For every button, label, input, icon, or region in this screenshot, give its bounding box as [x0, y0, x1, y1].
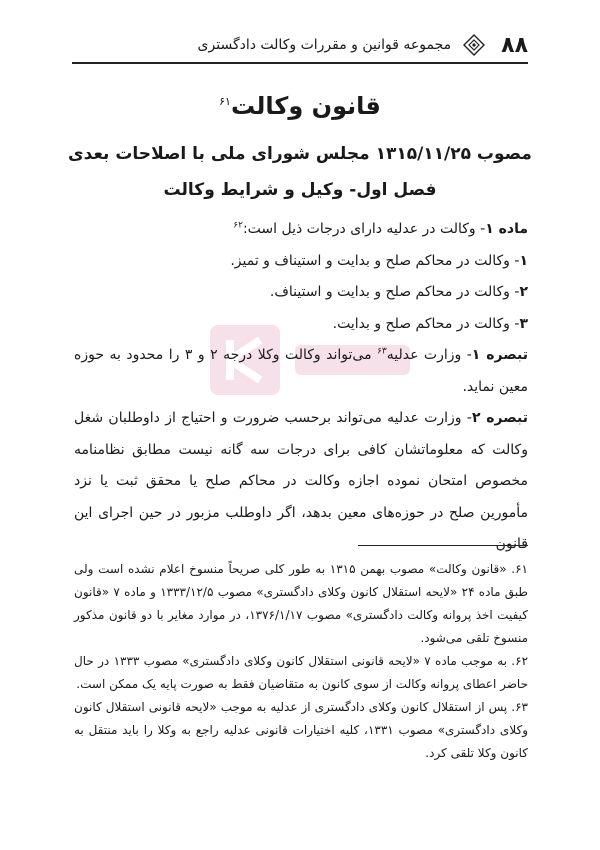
note-2 — [74, 403, 528, 561]
footnote — [74, 696, 528, 765]
footnote-ref: ۶۳ — [377, 346, 387, 357]
footnote-text: به موجب ماده ۷ «لایحه قانونی استقلال کانون وکلای دادگستری» مصوب ۱۳۳۳ در حال حاضر اعطای پروانه وکالت از سوی کانون به متقاضیان فقط به صورت پایه یک ممکن است. — [74, 654, 528, 691]
note-text: می‌تواند وکالت وکلا درجه ۲ و ۳ را محدود به حوزه معین نماید. — [74, 347, 528, 395]
page-number: ۸۸ — [501, 32, 528, 58]
running-title: مجموعه قوانین و مقررات وکالت دادگستری — [197, 37, 452, 53]
article-label: ماده ۱ — [485, 221, 528, 237]
law-subtitle: مصوب ۱۳۱۵/۱۱/۲۵ مجلس شورای ملی با اصلاحات بعدی — [68, 144, 532, 164]
list-item — [74, 246, 528, 278]
article-1 — [74, 214, 528, 246]
list-item-number: ۲ — [519, 284, 528, 300]
footnote — [74, 650, 528, 696]
list-item-number: ۱ — [519, 252, 528, 269]
footnote-number: ۶۲. — [511, 654, 529, 668]
law-title — [0, 92, 600, 120]
footnote — [74, 558, 528, 650]
footnote-ref: ۶۲ — [233, 220, 243, 231]
note-label: تبصره ۱ — [471, 347, 528, 363]
note-text: - وزارت عدلیه می‌تواند برحسب ضرورت و احتیاج از داوطلبان شغل وکالت که معلوماتشان کافی برای درجات سه گانه نیست مطابق نظامنامه مخصوص امتحان نموده اجازه وکالت در محاکم صلح یا محقق ثبت یا نزد مأمورین صلح در حوزه‌های معین بدهد، اگر داوطلب مزبور در حین اجرای این قانون — [74, 410, 528, 552]
note-text: - وزارت عدلیه — [386, 347, 472, 363]
footnote-number: ۶۱. — [511, 562, 528, 576]
footnote-divider — [358, 545, 528, 546]
footnote-number: ۶۳. — [511, 700, 528, 714]
page-header — [72, 28, 528, 64]
list-item-text: - وکالت در محاکم صلح و بدایت و استیناف. — [269, 284, 520, 300]
list-item — [74, 277, 528, 309]
footnotes — [74, 558, 528, 765]
footnote-ref: ۶۱ — [219, 95, 231, 108]
list-item — [74, 309, 528, 341]
list-item-text: - وکالت در محاکم صلح و بدایت. — [332, 315, 520, 332]
chapter-heading: فصل اول- وکیل و شرایط وکالت — [163, 180, 437, 200]
list-item-text: - وکالت در محاکم صلح و بدایت و استیناف و تمیز. — [230, 252, 520, 269]
note-label: تبصره ۲ — [471, 410, 528, 426]
note-1 — [74, 340, 528, 403]
article-body — [74, 214, 528, 561]
footnote-text: پس از استقلال کانون وکلای دادگستری از عدلیه به موجب «لایحه قانونی استقلال کانون وکلای دادگستری» مصوب ۱۳۳۱، کلیه اختیارات قانونی عدلیه راجع به وکلا را باید منتقل به کانون وکلا تلقی کرد. — [74, 700, 528, 760]
diamond-ornament-icon — [463, 34, 485, 56]
article-text: - وکالت در عدلیه دارای درجات ذیل است: — [242, 221, 486, 237]
footnote-text: «قانون وکالت» مصوب بهمن ۱۳۱۵ به طور کلی صریحاً منسوخ اعلام نشده است ولی طبق ماده ۲۴ «لایحه استقلال کانون وکلای دادگستری» مصوب ۱۳۳۳/۱۲/۵ و ماده ۷ «قانون کیفیت اخذ پروانه وکالت دادگستری» مصوب ۱۳۷۶/۱/۱۷، در موارد مغایر با دو قانون مذکور منسوخ تلقی می‌شود. — [74, 562, 528, 645]
list-item-number: ۳ — [519, 315, 528, 332]
law-title-text: قانون وکالت — [230, 92, 381, 120]
